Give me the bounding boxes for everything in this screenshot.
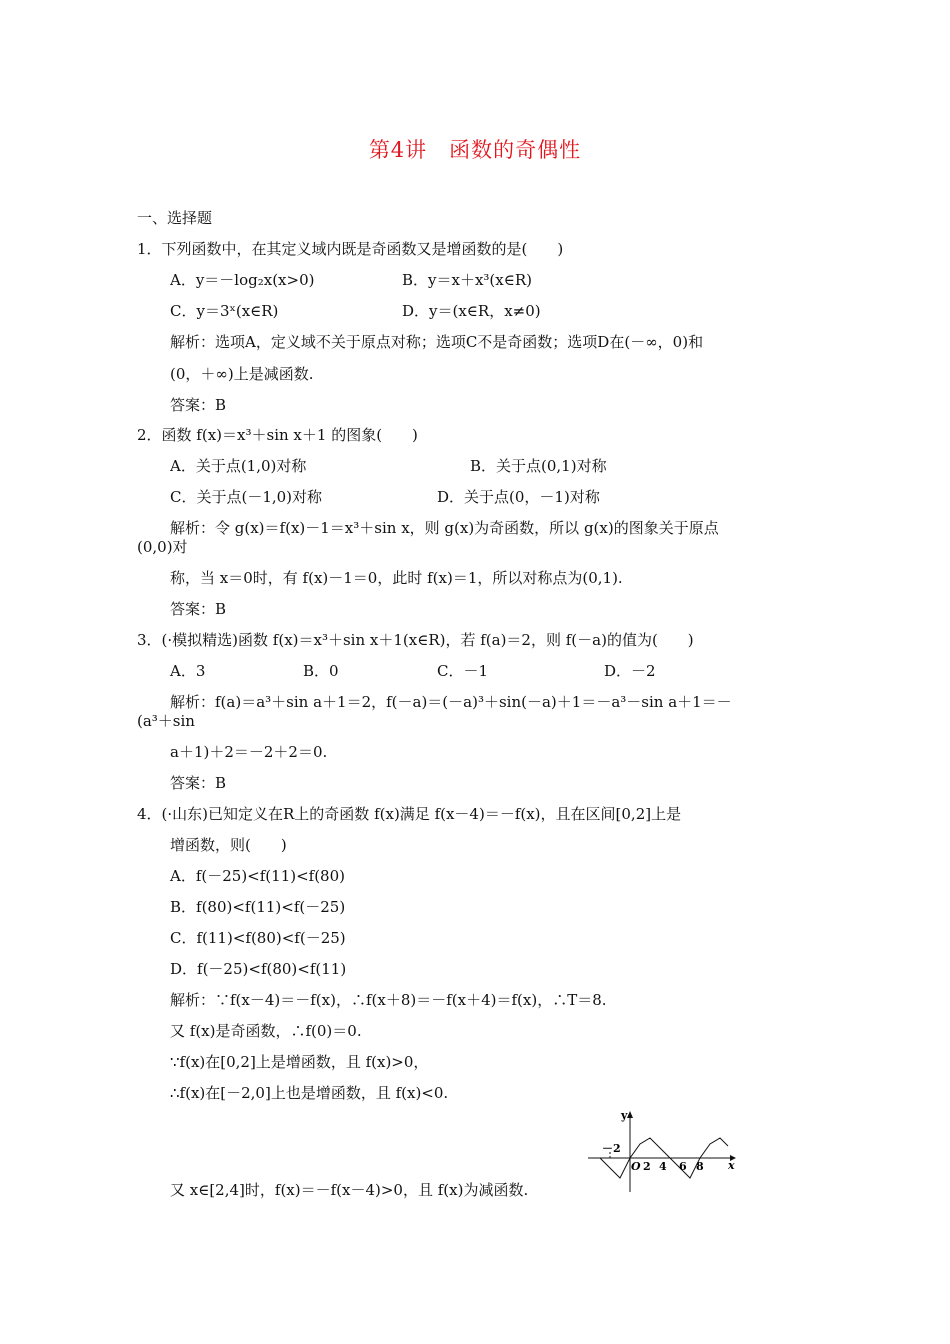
q2-option-a: A．关于点(1,0)对称	[170, 457, 307, 475]
q4-stem-line2: 增函数，则( )	[170, 836, 287, 854]
q2-option-d: D．关于点(0，－1)对称	[437, 488, 600, 506]
q2-answer: 答案：B	[170, 600, 227, 618]
q1-answer: 答案：B	[170, 396, 227, 414]
q1-stem: 1．下列函数中，在其定义域内既是奇函数又是增函数的是( )	[137, 240, 564, 258]
section-heading: 一、选择题	[137, 209, 213, 227]
q2-stem: 2．函数 f(x)＝x³＋sin x＋1 的图象( )	[137, 426, 418, 444]
q3-option-d: D．－2	[604, 662, 656, 680]
tick-label-4: 4	[659, 1160, 667, 1173]
page-title: 第4讲 函数的奇偶性	[368, 138, 582, 162]
y-axis-arrow-icon	[627, 1111, 633, 1118]
q1-analysis-line1: 解析：选项A，定义域不关于原点对称；选项C不是奇函数；选项D在(－∞，0)和	[170, 333, 704, 351]
tick-label-6: 6	[679, 1160, 687, 1173]
q4-analysis-line5: 又 x∈[2,4]时，f(x)＝－f(x－4)>0，且 f(x)为减函数.	[170, 1181, 529, 1199]
q4-analysis-line4: ∴f(x)在[－2,0]上也是增函数，且 f(x)<0.	[170, 1084, 449, 1102]
q2-option-b: B．关于点(0,1)对称	[470, 457, 607, 475]
q3-analysis-line2: a＋1)＋2＝－2＋2＝0.	[170, 743, 328, 761]
q3-option-b: B．0	[303, 662, 339, 680]
q4-stem-line1: 4．(·山东)已知定义在R上的奇函数 f(x)满足 f(x－4)＝－f(x)，且在区间[0,2]上是	[137, 805, 682, 823]
function-graph	[588, 1106, 738, 1194]
q2-analysis-line1: 解析：令 g(x)＝f(x)－1＝x³＋sin x，则 g(x)为奇函数，所以 g(x)的图象关于原点	[170, 519, 719, 537]
q1-option-c: C．y＝3ˣ(x∈R)	[170, 302, 279, 320]
q4-analysis-line1: 解析：∵f(x－4)＝－f(x)，∴f(x＋8)＝－f(x＋4)＝f(x)，∴T＝8.	[170, 991, 607, 1009]
q4-option-a: A．f(－25)<f(11)<f(80)	[170, 867, 345, 885]
q1-option-a: A．y＝－log₂x(x>0)	[170, 271, 315, 289]
q4-option-c: C．f(11)<f(80)<f(－25)	[170, 929, 346, 947]
q4-option-d: D．f(－25)<f(80)<f(11)	[170, 960, 347, 978]
q3-answer: 答案：B	[170, 774, 227, 792]
q3-option-c: C．－1	[437, 662, 489, 680]
q2-analysis-line1b: (0,0)对	[137, 538, 188, 556]
q1-analysis-line2: (0，＋∞)上是减函数.	[170, 365, 314, 383]
q4-option-b: B．f(80)<f(11)<f(－25)	[170, 898, 346, 916]
tick-label-8: 8	[696, 1160, 704, 1173]
q1-option-b: B．y＝x＋x³(x∈R)	[402, 271, 532, 289]
tick-label-2: 2	[643, 1160, 651, 1173]
q3-stem: 3．(·模拟精选)函数 f(x)＝x³＋sin x＋1(x∈R)，若 f(a)＝2，则 f(－a)的值为( )	[137, 631, 694, 649]
origin-label: O	[631, 1160, 641, 1173]
q4-analysis-line2: 又 f(x)是奇函数，∴f(0)＝0.	[170, 1022, 362, 1040]
q1-option-d: D．y＝(x∈R，x≠0)	[402, 302, 541, 320]
q3-analysis-line1: 解析：f(a)＝a³＋sin a＋1＝2，f(－a)＝(－a)³＋sin(－a)＋1＝－a³－sin a＋1＝－	[170, 693, 732, 711]
x-axis-label: x	[728, 1159, 735, 1172]
q2-option-c: C．关于点(－1,0)对称	[170, 488, 323, 506]
q3-analysis-line1b: (a³＋sin	[137, 712, 195, 730]
q2-analysis-line2: 称，当 x＝0时，有 f(x)－1＝0，此时 f(x)＝1，所以对称点为(0,1).	[170, 569, 623, 587]
q3-option-a: A．3	[170, 662, 206, 680]
tick-label-neg2: －2	[602, 1142, 621, 1155]
q4-analysis-line3: ∵f(x)在[0,2]上是增函数，且 f(x)>0，	[170, 1053, 429, 1071]
y-axis-label: y	[621, 1109, 628, 1122]
